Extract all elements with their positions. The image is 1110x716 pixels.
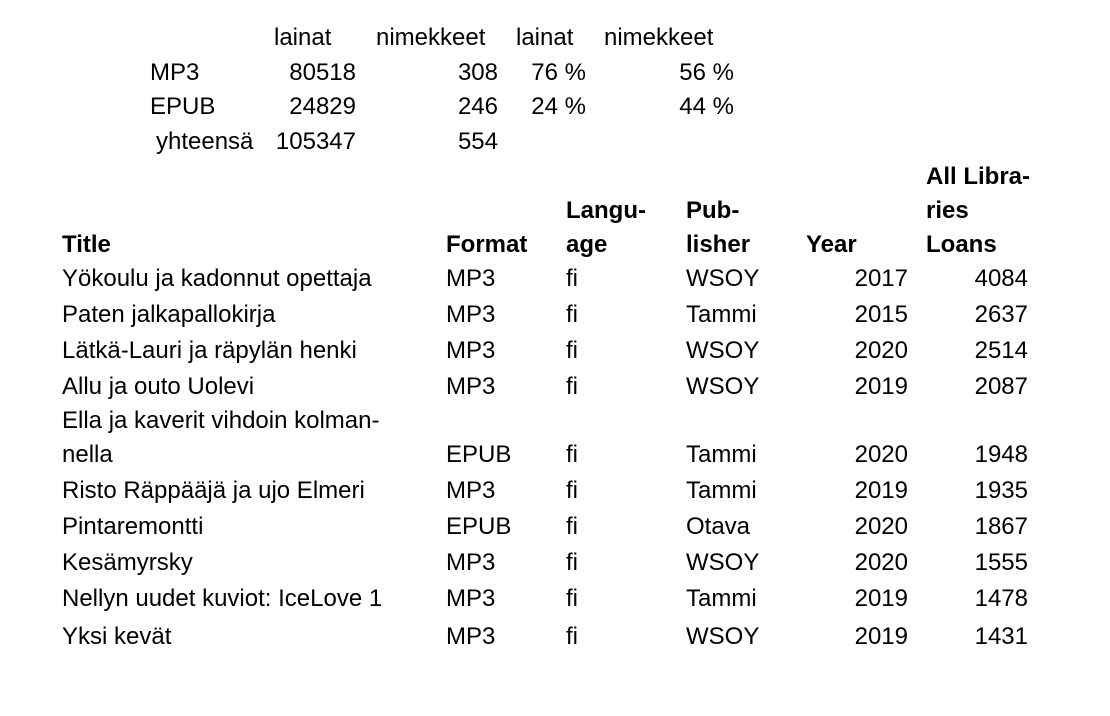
summary-row-loans-pct: 76 % xyxy=(531,59,586,86)
cell-loans: 2637 xyxy=(974,301,1028,328)
cell-title: Nellyn uudet kuviot: IceLove 1 xyxy=(62,585,383,612)
header-language-line1: Langu- xyxy=(566,197,646,224)
cell-year: 2020 xyxy=(854,441,908,468)
cell-year: 2020 xyxy=(854,513,908,540)
summary-row-titles-pct: 44 % xyxy=(679,93,734,120)
summary-row-loans: 80518 xyxy=(289,59,356,86)
cell-title-line1: Ella ja kaverit vihdoin kolman- xyxy=(62,407,380,434)
cell-format: MP3 xyxy=(446,373,496,400)
cell-publisher: WSOY xyxy=(686,373,760,400)
summary-row-titles: 308 xyxy=(457,59,498,86)
cell-language: fi xyxy=(566,549,578,576)
cell-title: Kesämyrsky xyxy=(62,549,193,576)
cell-title: Paten jalkapallokirja xyxy=(62,301,276,328)
cell-language: fi xyxy=(566,373,578,400)
cell-publisher: Tammi xyxy=(686,441,757,468)
cell-language: fi xyxy=(566,585,578,612)
cell-year: 2020 xyxy=(854,549,908,576)
cell-publisher: WSOY xyxy=(686,623,760,650)
summary-row-label: MP3 xyxy=(150,59,200,86)
summary-header-titles-pct: nimekkeet xyxy=(604,24,714,51)
cell-format: MP3 xyxy=(446,265,496,292)
cell-format: MP3 xyxy=(446,301,496,328)
cell-publisher: Tammi xyxy=(686,585,757,612)
cell-loans: 1555 xyxy=(974,549,1028,576)
cell-loans: 2087 xyxy=(974,373,1028,400)
cell-publisher: Tammi xyxy=(686,301,757,328)
cell-loans: 1935 xyxy=(974,477,1028,504)
cell-language: fi xyxy=(566,337,578,364)
cell-format: MP3 xyxy=(446,623,496,650)
cell-year: 2015 xyxy=(854,301,908,328)
cell-format: EPUB xyxy=(446,441,512,468)
summary-row-titles: 246 xyxy=(457,93,498,120)
cell-year: 2017 xyxy=(854,265,908,292)
cell-loans: 2514 xyxy=(974,337,1028,364)
cell-year: 2019 xyxy=(854,585,908,612)
summary-row-loans: 24829 xyxy=(289,93,356,120)
header-year: Year xyxy=(806,231,857,258)
header-language-line2: age xyxy=(566,231,608,258)
cell-title: Yökoulu ja kadonnut opettaja xyxy=(62,265,372,292)
summary-header-loans: lainat xyxy=(274,24,332,51)
cell-language: fi xyxy=(566,301,578,328)
summary-row-loans: 105347 xyxy=(275,128,356,155)
header-loans-line3: Loans xyxy=(926,231,997,258)
cell-year: 2019 xyxy=(854,477,908,504)
cell-language: fi xyxy=(566,477,578,504)
cell-format: MP3 xyxy=(446,549,496,576)
cell-title: Risto Räppääjä ja ujo Elmeri xyxy=(62,477,365,504)
header-loans-line1: All Libra- xyxy=(926,163,1031,190)
cell-language: fi xyxy=(566,623,578,650)
header-publisher-line1: Pub- xyxy=(686,197,740,224)
cell-title: Lätkä-Lauri ja räpylän henki xyxy=(62,337,357,364)
summary-row-loans-pct: 24 % xyxy=(531,93,586,120)
cell-publisher: WSOY xyxy=(686,265,760,292)
header-publisher-line2: lisher xyxy=(686,231,751,258)
summary-row-titles-pct: 56 % xyxy=(679,59,734,86)
header-loans-line2: ries xyxy=(926,197,969,224)
cell-publisher: WSOY xyxy=(686,337,760,364)
summary-row-label: yhteensä xyxy=(156,128,254,155)
cell-title: Allu ja outo Uolevi xyxy=(62,373,255,400)
cell-language: fi xyxy=(566,513,578,540)
summary-row-label: EPUB xyxy=(150,93,216,120)
cell-publisher: WSOY xyxy=(686,549,760,576)
cell-year: 2019 xyxy=(854,623,908,650)
cell-loans: 1478 xyxy=(974,585,1028,612)
cell-loans: 4084 xyxy=(974,265,1028,292)
cell-format: MP3 xyxy=(446,337,496,364)
cell-format: MP3 xyxy=(446,477,496,504)
cell-format: MP3 xyxy=(446,585,496,612)
cell-title-line2: nella xyxy=(62,441,113,468)
header-title: Title xyxy=(62,231,111,258)
cell-year: 2020 xyxy=(854,337,908,364)
cell-loans: 1431 xyxy=(974,623,1028,650)
summary-header-loans-pct: lainat xyxy=(516,24,574,51)
cell-title: Pintaremontti xyxy=(62,513,204,540)
header-format: Format xyxy=(446,231,528,258)
cell-language: fi xyxy=(566,265,578,292)
cell-publisher: Tammi xyxy=(686,477,757,504)
summary-row-titles: 554 xyxy=(457,128,498,155)
cell-loans: 1867 xyxy=(974,513,1028,540)
summary-header-titles: nimekkeet xyxy=(376,24,486,51)
cell-format: EPUB xyxy=(446,513,512,540)
cell-publisher: Otava xyxy=(686,513,751,540)
cell-year: 2019 xyxy=(854,373,908,400)
cell-language: fi xyxy=(566,441,578,468)
cell-title: Yksi kevät xyxy=(62,623,172,650)
cell-loans: 1948 xyxy=(974,441,1028,468)
